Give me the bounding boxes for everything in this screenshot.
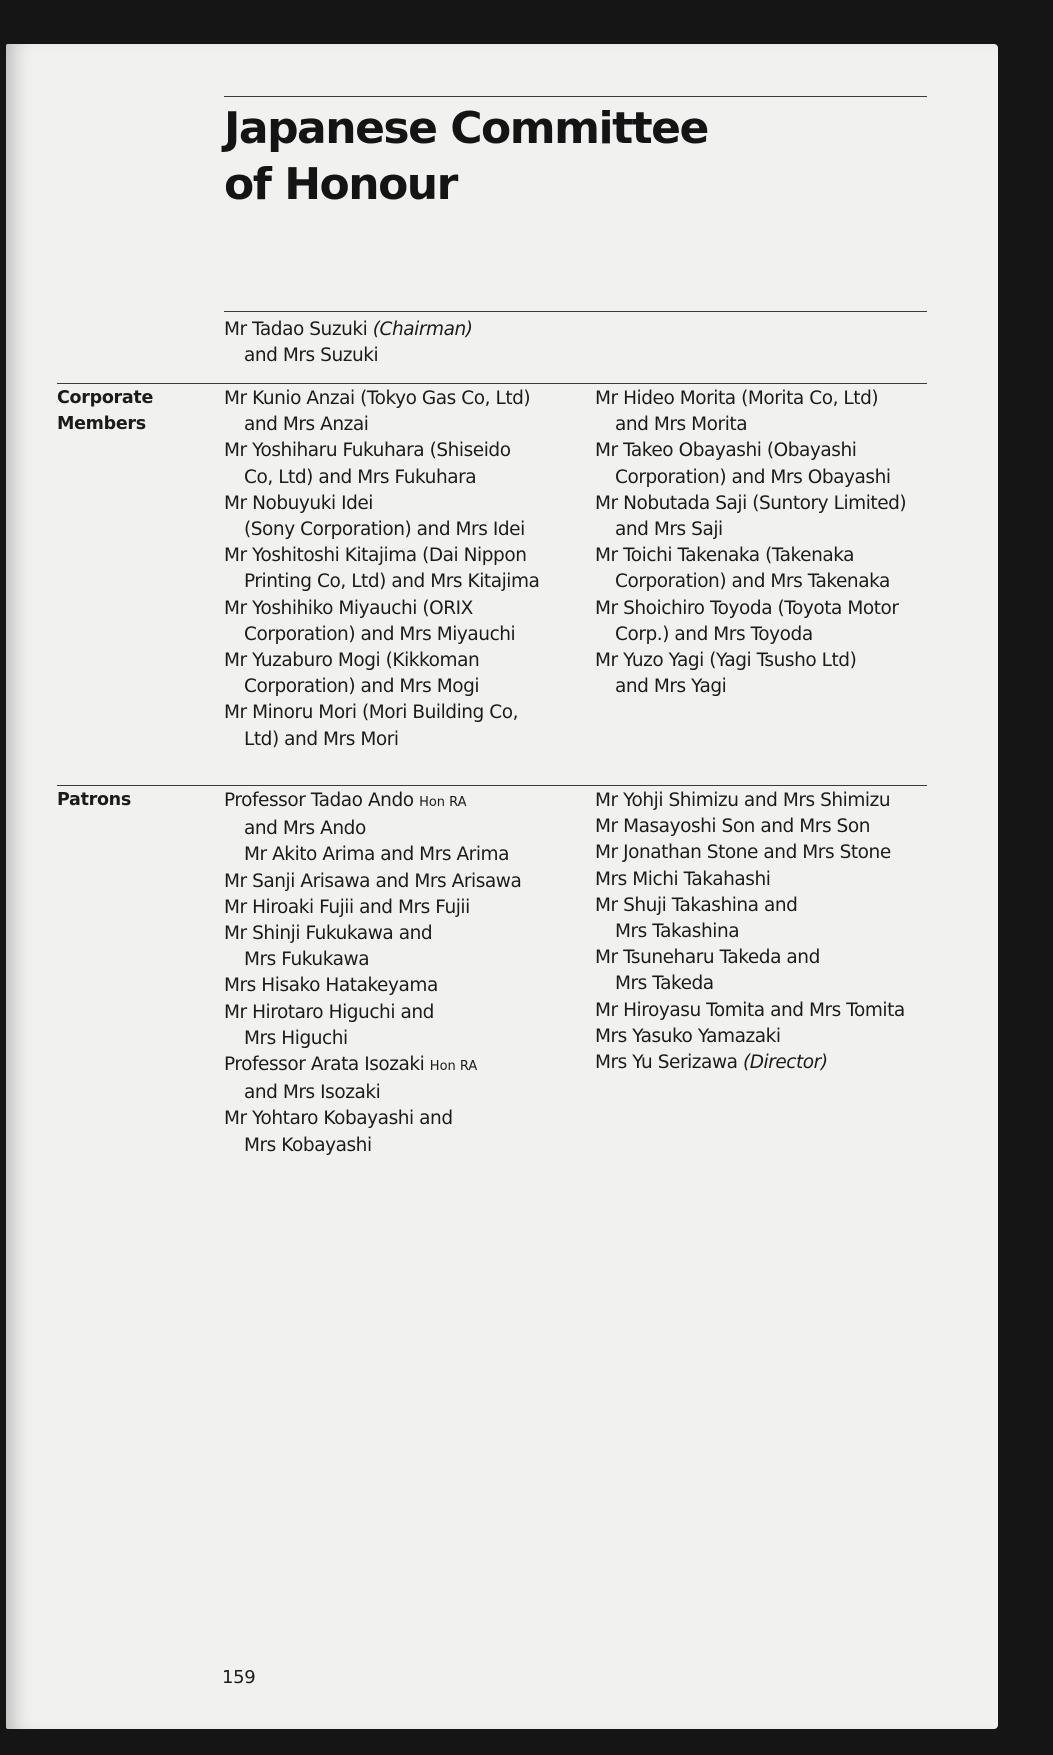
list-item: Mr Shuji Takashina and	[595, 894, 798, 916]
patrons-right-column	[595, 788, 905, 1076]
patrons-rule	[57, 785, 927, 786]
list-item: Mr Toichi Takenaka (Takenaka	[595, 545, 855, 567]
list-item: Mr Yoshiharu Fukuhara (Shiseido	[224, 440, 511, 462]
chairman-rule	[224, 311, 927, 312]
list-item	[224, 1052, 521, 1080]
list-item: Mr Yohtaro Kobayashi and	[224, 1108, 453, 1130]
list-item: Mr Yuzo Yagi (Yagi Tsusho Ltd)	[595, 650, 857, 672]
corporate-left-column	[224, 386, 539, 753]
list-item: Mr Nobutada Saji (Suntory Limited)	[595, 492, 907, 514]
list-item: Mrs Takashina	[615, 921, 740, 943]
corporate-label-line-2: Members	[57, 414, 146, 434]
list-item: Mr Jonathan Stone and Mrs Stone	[595, 842, 891, 864]
list-item: Corporation) and Mrs Obayashi	[615, 466, 891, 488]
list-item: Corporation) and Mrs Miyauchi	[244, 623, 516, 645]
patron-name: Professor Arata Isozaki	[224, 1054, 430, 1076]
list-item: Mrs Yasuko Yamazaki	[595, 1025, 781, 1047]
title-line-1: Japanese Committee	[224, 103, 708, 154]
list-item: Mr Tsuneharu Takeda and	[595, 947, 820, 969]
list-item: Mr Takeo Obayashi (Obayashi	[595, 440, 857, 462]
director-role: (Director)	[742, 1052, 828, 1074]
honour-suffix: Hon RA	[429, 1059, 478, 1075]
list-item: Mr Shinji Fukukawa and	[224, 923, 433, 945]
list-item: and Mrs Saji	[615, 519, 723, 541]
list-item: Mr Akito Arima and Mrs Arima	[244, 844, 509, 866]
list-item	[224, 788, 521, 816]
list-item: Mr Yoshihiko Miyauchi (ORIX	[224, 597, 473, 619]
list-item: Mr Yohji Shimizu and Mrs Shimizu	[595, 790, 891, 811]
list-item: and Mrs Morita	[615, 414, 748, 436]
patrons-label: Patrons	[57, 790, 131, 810]
list-item: Co, Ltd) and Mrs Fukuhara	[244, 466, 477, 488]
list-item: (Sony Corporation) and Mrs Idei	[244, 519, 525, 541]
list-item: Mr Yuzaburo Mogi (Kikkoman	[224, 650, 480, 672]
list-item: Mr Hirotaro Higuchi and	[224, 1001, 434, 1023]
list-item: Corporation) and Mrs Mogi	[244, 676, 480, 698]
top-rule	[224, 96, 927, 97]
list-item: Mrs Kobayashi	[244, 1134, 372, 1156]
list-item: Mrs Takeda	[615, 973, 714, 995]
list-item: Mr Nobuyuki Idei	[224, 492, 374, 514]
list-item: Mr Hideo Morita (Morita Co, Ltd)	[595, 388, 879, 409]
chairman-role: (Chairman)	[372, 319, 473, 340]
chairman-name: Mr Tadao Suzuki	[224, 319, 373, 340]
chairman-spouse: and Mrs Suzuki	[244, 345, 379, 367]
corporate-rule	[57, 383, 927, 384]
honour-suffix: Hon RA	[419, 795, 467, 810]
list-item: Printing Co, Ltd) and Mrs Kitajima	[244, 571, 540, 593]
page-title	[224, 101, 708, 213]
list-item	[595, 1050, 905, 1076]
list-item: Ltd) and Mrs Mori	[244, 728, 399, 750]
list-item: Mr Masayoshi Son and Mrs Son	[595, 816, 870, 838]
title-line-2: of Honour	[224, 159, 457, 210]
list-item: Corporation) and Mrs Takenaka	[615, 571, 890, 593]
list-item: Corp.) and Mrs Toyoda	[615, 623, 813, 645]
list-item: Mr Hiroyasu Tomita and Mrs Tomita	[595, 999, 905, 1021]
list-item: Mr Yoshitoshi Kitajima (Dai Nippon	[224, 545, 527, 567]
page-number: 159	[222, 1667, 256, 1688]
patron-name: Mrs Yu Serizawa	[595, 1052, 743, 1074]
chairman-entry	[224, 317, 473, 369]
corporate-label	[57, 385, 153, 437]
list-item: and Mrs Isozaki	[244, 1082, 381, 1104]
list-item: Mr Sanji Arisawa and Mrs Arisawa	[224, 870, 522, 892]
list-item: Mr Hiroaki Fujii and Mrs Fujii	[224, 896, 470, 918]
patron-name: Professor Tadao Ando	[224, 790, 420, 811]
list-item: Mr Minoru Mori (Mori Building Co,	[224, 702, 519, 724]
list-item: Mrs Michi Takahashi	[595, 868, 771, 890]
list-item: Mr Shoichiro Toyoda (Toyota Motor	[595, 597, 899, 619]
patrons-left-column	[224, 788, 521, 1159]
list-item: and Mrs Anzai	[244, 414, 369, 436]
corporate-right-column	[595, 386, 906, 700]
list-item: Mrs Hisako Hatakeyama	[224, 975, 438, 997]
list-item: Mrs Fukukawa	[244, 949, 370, 971]
list-item: and Mrs Ando	[244, 818, 366, 840]
corporate-label-line-1: Corporate	[57, 388, 154, 408]
list-item: Mr Kunio Anzai (Tokyo Gas Co, Ltd)	[224, 388, 531, 409]
list-item: and Mrs Yagi	[615, 676, 727, 698]
list-item: Mrs Higuchi	[244, 1027, 348, 1049]
